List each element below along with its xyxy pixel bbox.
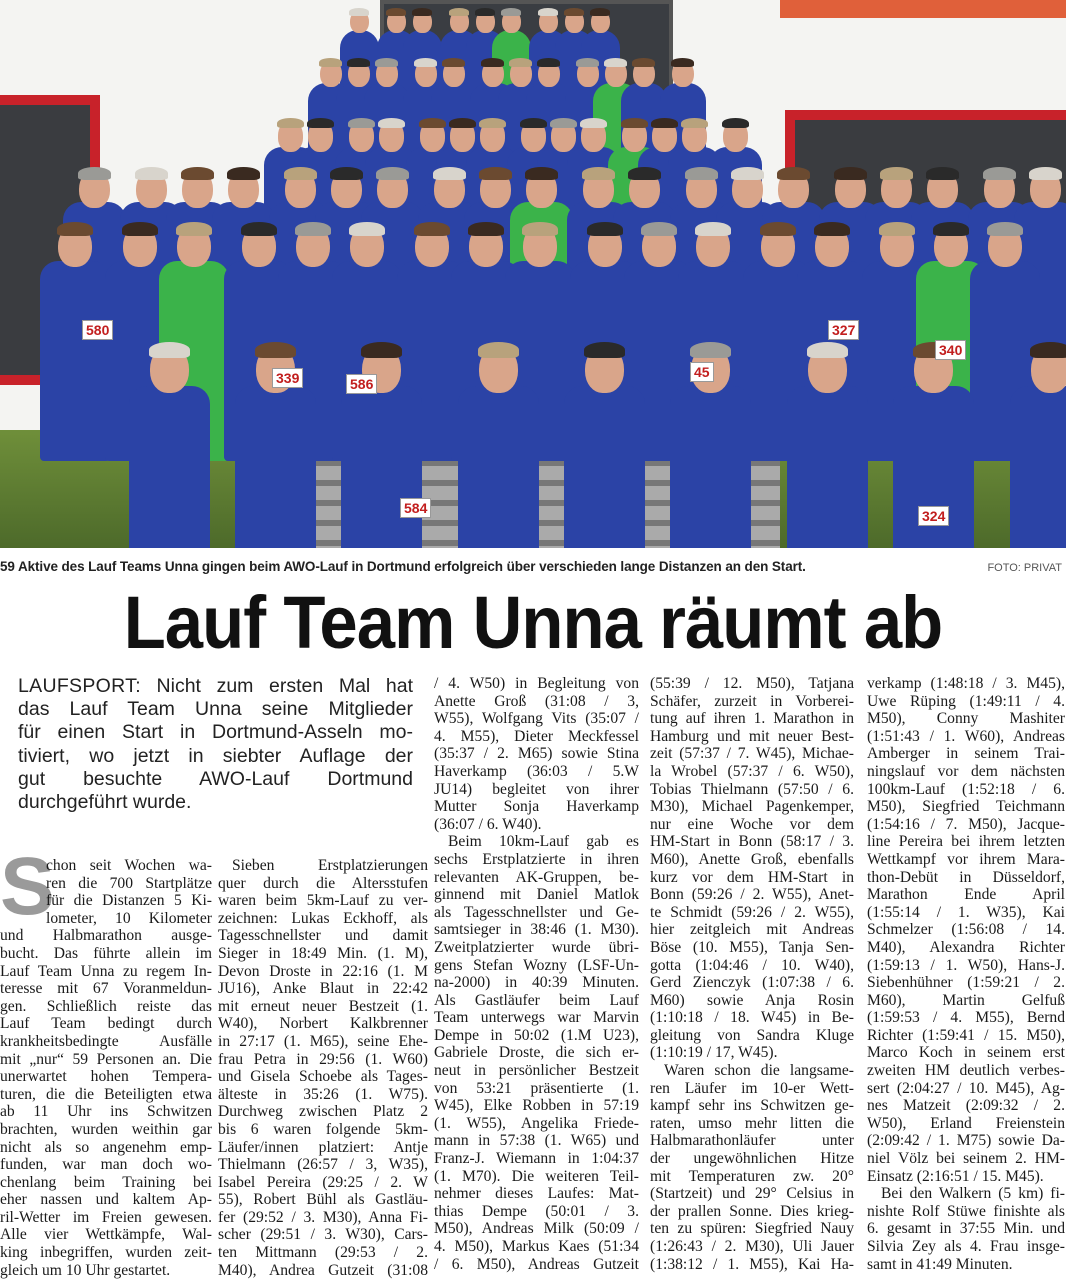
text-line: te Schmidt (59:26 / 2. W55), (650, 903, 854, 921)
drop-cap: S (0, 841, 55, 932)
text-line: (Startzeit) und 29° Celsius in (650, 1185, 854, 1203)
roof-trim (780, 0, 1066, 18)
text-line: mit Temperaturen zw. 20° (650, 1167, 854, 1185)
text-line: Läufer/innen platziert: Antje (218, 1138, 428, 1156)
text-line: Marco Koch in seinem erst (867, 1044, 1065, 1062)
text-line: Waren schon die langsame- (664, 1062, 854, 1080)
text-line: mit erneut neuer Bestzeit (1. (218, 997, 428, 1015)
text-line: nehmer dieses Laufes: Mat- (434, 1185, 639, 1203)
text-line: bis 6 waren folgende 5km- (218, 1120, 428, 1138)
text-line: Halbmarathonläufer unter (650, 1132, 854, 1150)
text-line: Mutter Sonja Haverkamp (434, 798, 639, 816)
text-line: in 27:17 (1. M65), seine Ehe- (218, 1032, 428, 1050)
text-line: mann in 57:38 (1. W65) und (434, 1132, 639, 1150)
text-line: turen, die die Beteiligten etwa (0, 1085, 212, 1103)
bib-number: 45 (690, 362, 714, 382)
text-line: 4. M55), Dieter Meckfessel (434, 727, 639, 745)
text-line: M30), Michael Pagenkemper, (650, 798, 854, 816)
text-line: teresse mit 67 Voranmeldun- (0, 980, 212, 998)
text-line: ril-Wetter im Freien gewesen. (0, 1208, 212, 1226)
text-line: M60), Martin Gelfuß (867, 991, 1065, 1009)
text-line: zeichnen: Lukas Eckhoff, als (218, 909, 428, 927)
text-line: JU14) begleitet von ihrer (434, 780, 639, 798)
text-line: Böse (10. M55), Tanja Sen- (650, 938, 854, 956)
lead-paragraph (18, 675, 413, 814)
text-line: (1:10:19 / 17, W45). (650, 1044, 778, 1062)
text-line: W55), Wolfgang Vits (35:07 / (434, 710, 639, 728)
text-line: Marathon Ende April (867, 886, 1065, 904)
text-line: chenlang beim Training bei (0, 1173, 212, 1191)
text-line: (1:54:16 / 7. M50), Jacque- (867, 815, 1065, 833)
text-line: (36:07 / 6. W40). (434, 815, 542, 833)
text-line: Thielmann (26:57 / 3, W35), (218, 1156, 428, 1174)
text-line: Lauf Team Unna zu regem In- (0, 962, 212, 980)
text-line: Gabriele Droste, die sich er- (434, 1044, 639, 1062)
bib-number: 340 (935, 340, 966, 360)
text-line: ningslauf vor dem nächsten (867, 762, 1065, 780)
bib-number: 584 (400, 498, 431, 518)
text-line: niel Völz bei seinem 2. HM- (867, 1150, 1065, 1168)
text-line: von 53:21 präsentierte (1. (434, 1079, 639, 1097)
text-line: waren beim 5km-Lauf zu ver- (218, 892, 428, 910)
text-line: la Wrobel (57:37 / 6. W50), (650, 762, 854, 780)
text-line: M40), Alexandra Richter (867, 938, 1065, 956)
text-line: (2:09:42 / 1. M75) sowie Da- (867, 1132, 1065, 1150)
text-line: 55), Robert Bühl als Gastläu- (218, 1191, 428, 1209)
text-line: 4. M50), Markus Kaes (51:34 (434, 1238, 639, 1255)
text-line: frau Petra in 29:56 (1. W60) (218, 1050, 428, 1068)
lead-line: durchgeführt wurde. (18, 790, 192, 813)
text-line: Tobias Thielmann (57:50 / 6. (650, 780, 854, 798)
text-line: relevanten AK-Gruppen, be- (434, 868, 639, 886)
text-line: (1:55:14 / 1. W35), Kai (867, 903, 1065, 921)
text-line: raten, umso mehr litten die (650, 1114, 854, 1132)
text-line: Amberger in seinem Trai- (867, 745, 1065, 763)
text-line: Lauf Team bedingt durch (0, 1015, 212, 1033)
text-line: king inbegriffen, wurden zeit- (0, 1244, 212, 1262)
text-line: krankheitsbedingte Ausfälle (0, 1032, 212, 1050)
text-line: unerwartet hohen Tempera- (0, 1068, 212, 1086)
text-line: eher nassen und kaltem Ap- (0, 1191, 212, 1209)
text-line: Einsatz (2:16:51 / 15. M45). (867, 1167, 1044, 1185)
text-line: thon-Debüt in Düsseldorf, (867, 868, 1065, 886)
text-line: Franz-J. Wiemann in 1:04:37 (434, 1150, 639, 1168)
text-line: und Halbmarathon ausge- (0, 927, 212, 945)
text-line: gotta (1:04:46 / 10. W40), (650, 956, 854, 974)
text-line: nur eine Woche vor dem (650, 815, 854, 833)
text-line: tung auf ihren 1. Marathon in (650, 710, 854, 728)
text-line: kurz vor dem HM-Start in (650, 868, 854, 886)
text-line: Alle vier Wettkämpfe, Wal- (0, 1226, 212, 1244)
text-line: und Gisela Schoebe als Tages- (218, 1068, 428, 1086)
text-line: ten Mittmann (29:53 / 2. (218, 1244, 428, 1262)
text-line: der prallen Sonne. Dies krieg- (650, 1202, 854, 1220)
text-line: M60), Anette Groß, ebenfalls (650, 850, 854, 868)
photo-credit: FOTO: PRIVAT (987, 562, 1062, 574)
text-line: W50), Erland Freienstein (867, 1114, 1065, 1132)
text-line: funden, war man doch wo- (0, 1156, 212, 1174)
text-line: älteste in 35:26 (1. W75). (218, 1085, 428, 1103)
text-line: Devon Droste in 22:16 (1. M (218, 962, 428, 980)
text-line: (1:26:43 / 2. M30), Uli Jauer (650, 1238, 854, 1255)
text-line: Siebenhühner (1:59:21 / 2. (867, 974, 1065, 992)
text-line: M50), Andreas Milk (50:09 / (434, 1220, 639, 1238)
text-line: 6. gesamt in 37:55 Min. und (867, 1220, 1065, 1238)
text-line: bucht. Das führte allein im (0, 944, 212, 962)
article-column-4 (650, 675, 854, 1273)
text-line: (35:37 / 2. M65) sowie Stina (434, 745, 639, 763)
text-line: (1:59:13 / 1. W50), Hans-J. (867, 956, 1065, 974)
text-line: Schäfer, zurzeit in Vorberei- (650, 692, 854, 710)
lead-line: gut besuchte AWO-Lauf Dortmund (18, 767, 413, 790)
bib-number: 339 (272, 368, 303, 388)
text-line: Hamburg und mit neuer Best- (650, 727, 854, 745)
text-line: sechs Erstplatzierte in ihren (434, 850, 639, 868)
article-column-1 (0, 857, 212, 1279)
kicker-laufsport: LAUFSPORT: (18, 675, 141, 697)
text-line: Silvia Zey als 4. Frau insge- (867, 1238, 1065, 1255)
text-line: gens Stefan Wozny (LSF-Un- (434, 956, 639, 974)
text-line: ren Läufer im 10-er Wett- (650, 1079, 854, 1097)
text-line: ten zu spüren: Siegfried Nauy (650, 1220, 854, 1238)
text-line: (1:10:18 / 18. W45) in Be- (650, 1009, 854, 1027)
text-line: Sieger in 18:49 Min. (1. M), (218, 944, 428, 962)
text-line: nes Matzeit (2:09:32 / 2. (867, 1097, 1065, 1115)
text-line: nishte Rolf Stüwe finishte als (867, 1202, 1065, 1220)
text-line: Beim 10km-Lauf gab es (448, 833, 639, 851)
text-line: Zweitplatzierter wurde übri- (434, 938, 639, 956)
text-line: (1:59:53 / 4. M55), Bernd (867, 1009, 1065, 1027)
text-line: M50), Siegfried Teichmann (867, 798, 1065, 816)
text-line: (1:51:43 / 1. W60), Andreas (867, 727, 1065, 745)
text-line: Dempe in 50:02 (1.M U23), (434, 1026, 639, 1044)
text-line: Durchweg zwischen Platz 2 (218, 1103, 428, 1121)
text-line: samtsieger in 38:46 (1. M30). (434, 921, 639, 939)
text-line: zeit (57:37 / 7. W45), Michae- (650, 745, 854, 763)
text-line: Bonn (59:26 / 2. W55), Anet- (650, 886, 854, 904)
text-line: sert (2:04:27 / 10. M45), Ag- (867, 1079, 1065, 1097)
lead-text: Nicht zum ersten Mal hat (140, 675, 413, 697)
text-line: / 4. W50) in Begleitung von (434, 675, 639, 692)
text-line: ab 11 Uhr ins Schwitzen (0, 1103, 212, 1121)
text-line: kampf sehr ins Schwitzen ge- (650, 1097, 854, 1115)
text-line: line Pereira bei ihrem letzten (867, 833, 1065, 851)
text-line: Gerd Zienczyk (1:07:38 / 6. (650, 974, 854, 992)
text-line: Richter (1:59:41 / 15. M50), (867, 1026, 1065, 1044)
text-line: neut in persönlicher Bestzeit (434, 1062, 639, 1080)
text-line: (1. M70). Die weiteren Teil- (434, 1167, 639, 1185)
bib-number: 327 (828, 320, 859, 340)
text-line: gleitung von Sandra Kluge (650, 1026, 854, 1044)
bib-number: 586 (346, 374, 377, 394)
text-line: JU16), Anke Blaut in 22:42 (218, 980, 428, 998)
text-line: nicht als so angenehm emp- (0, 1138, 212, 1156)
text-line: ren die 700 Startplätze (46, 874, 212, 892)
text-line: als Tagesschnellster und Ge- (434, 903, 639, 921)
text-line: quer durch die Altersstufen (218, 874, 428, 892)
text-line: ginnend mit Daniel Matlok (434, 886, 639, 904)
text-line: HM-Start in Bonn (58:17 / 3. (650, 833, 854, 851)
article-column-3 (434, 675, 639, 1273)
text-line: M50), Conny Mashiter (867, 710, 1065, 728)
text-line: Sieben Erstplatzierungen (232, 857, 428, 874)
article-column-2 (218, 857, 428, 1279)
article-column-5 (867, 675, 1065, 1273)
text-line: Isabel Pereira (29:25 / 2. W (218, 1173, 428, 1191)
text-line: (55:39 / 12. M50), Tatjana (650, 675, 854, 692)
text-line: samt in 41:49 Minuten. (867, 1255, 1013, 1273)
text-line: W45), Elke Robben in 57:19 (434, 1097, 639, 1115)
bib-number: 580 (82, 320, 113, 340)
text-line: lometer, 10 Kilometer (46, 909, 212, 927)
text-line: M40), Andrea Gutzeit (31:08 (218, 1261, 428, 1279)
headline: Lauf Team Unna räumt ab (123, 581, 943, 664)
lead-line (18, 675, 413, 698)
text-line: Haverkamp (36:03 / 5.W (434, 762, 639, 780)
text-line: gleich um 10 Uhr gestartet. (0, 1261, 171, 1279)
text-line: Tagesschnellster und damit (218, 927, 428, 945)
text-line: zweiten HM deutlich verbes- (867, 1062, 1065, 1080)
text-line: Bei den Walkern (5 km) fi- (881, 1185, 1065, 1203)
text-line: thias Dempe (50:01 / 3. (434, 1202, 639, 1220)
text-line: / 6. M50), Andreas Gutzeit (434, 1255, 639, 1273)
text-line: chon seit Wochen wa- (46, 857, 212, 874)
text-line: verkamp (1:48:18 / 3. M45), (867, 675, 1065, 692)
text-line: na-2000) in 40:39 Minuten. (434, 974, 639, 992)
lead-line: das Lauf Team Unna seine Mitglieder (18, 698, 413, 721)
lead-line: für einen Start in Dortmund-Asseln mo- (18, 721, 413, 744)
text-line: Schmelzer (1:56:08 / 14. (867, 921, 1065, 939)
text-line: brachten, wurden weithin gar (0, 1120, 212, 1138)
text-line: Als Gastläufer beim Lauf (434, 991, 639, 1009)
text-line: (1. W55), Angelika Friede- (434, 1114, 639, 1132)
text-line: mit „nur“ 59 Personen an. Die (0, 1050, 212, 1068)
team-photo (0, 0, 1066, 548)
text-line: fer (29:52 / 3. M30), Anna Fi- (218, 1208, 428, 1226)
text-line: W40), Norbert Kalkbrenner (218, 1015, 428, 1033)
text-line: Uwe Rüping (1:49:11 / 4. (867, 692, 1065, 710)
text-line: der ungewöhnlichen Hitze (650, 1150, 854, 1168)
bib-number: 324 (918, 506, 949, 526)
text-line: hier zeitgleich mit Andreas (650, 921, 854, 939)
text-line: Wettkampf vor ihrem Mara- (867, 850, 1065, 868)
text-line: Anette Groß (31:08 / 3, (434, 692, 639, 710)
text-line: gen. Schließlich reiste das (0, 997, 212, 1015)
text-line: für die Distanzen 5 Ki- (46, 892, 212, 910)
lead-line: tiviert, wo jetzt in siebter Auflage der (18, 744, 413, 767)
text-line: M60) sowie Anja Rosin (650, 991, 854, 1009)
text-line: 100km-Lauf (1:52:18 / 6. (867, 780, 1065, 798)
photo-caption: 59 Aktive des Lauf Teams Unna gingen beim AWO-Lauf in Dortmund erfolgreich über verschieden lange Distanzen an den Start. (0, 559, 806, 574)
text-line: (1:38:12 / 1. M55), Kai Ha- (650, 1255, 854, 1273)
text-line: scher (29:51 / 3. W30), Cars- (218, 1226, 428, 1244)
text-line: Team unterwegs war Marvin (434, 1009, 639, 1027)
